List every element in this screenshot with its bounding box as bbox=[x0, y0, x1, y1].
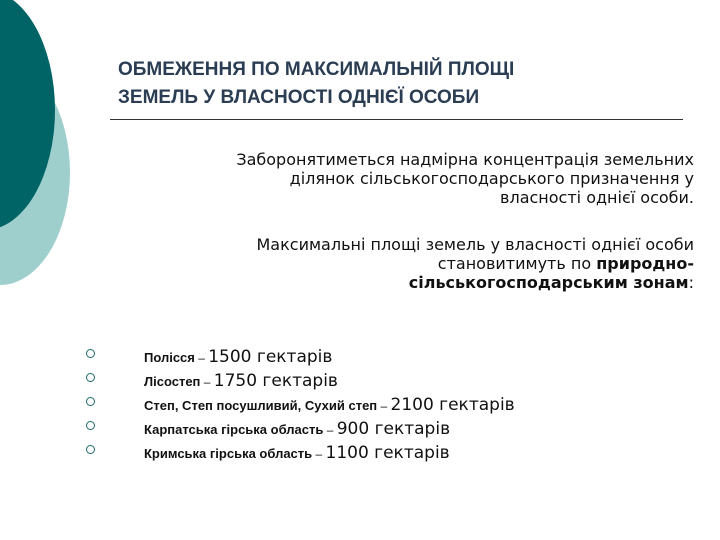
zone-line bbox=[144, 347, 332, 367]
zone-line bbox=[144, 419, 450, 439]
circle-bullet-icon bbox=[86, 421, 95, 430]
paragraph-2-line-3 bbox=[134, 273, 694, 292]
zone-line bbox=[144, 395, 515, 415]
zone-value: 1100 гектарів bbox=[325, 443, 450, 463]
zone-name: Степ, Степ посушливий, Сухий степ bbox=[144, 398, 378, 413]
paragraph-max-area bbox=[134, 235, 694, 292]
paragraph-1-line-3: власності однієї особи. bbox=[500, 188, 694, 207]
zone-name: Лісостеп bbox=[144, 374, 201, 389]
paragraph-concentration bbox=[124, 150, 694, 207]
zone-dash: – bbox=[194, 351, 209, 365]
zone-name: Полісся bbox=[144, 350, 195, 365]
title-line-2: ЗЕМЕЛЬ У ВЛАСНОСТІ ОДНІЄЇ ОСОБИ bbox=[118, 87, 480, 108]
paragraph-1-line-2: ділянок сільськогосподарського призначення у bbox=[289, 169, 694, 188]
zone-value: 1750 гектарів bbox=[213, 371, 338, 391]
paragraph-1-line-1: Заборонятиметься надмірна концентрація земельних bbox=[236, 150, 694, 169]
paragraph-2-line-2-prefix: становитимуть по bbox=[437, 254, 597, 273]
paragraph-2-line-3-bold: сільськогосподарським зонам bbox=[408, 273, 689, 292]
zone-name: Карпатська гірська область bbox=[144, 422, 324, 437]
paragraph-2-line-2-bold: природно- bbox=[596, 254, 694, 273]
zone-value: 900 гектарів bbox=[336, 419, 451, 439]
slide-title bbox=[118, 56, 698, 112]
zone-dash: – bbox=[377, 399, 391, 413]
zone-value: 2100 гектарів bbox=[390, 395, 515, 415]
title-divider bbox=[110, 119, 683, 120]
paragraph-2-line-2 bbox=[134, 254, 694, 273]
circle-bullet-icon bbox=[86, 373, 95, 382]
circle-bullet-icon bbox=[86, 349, 95, 358]
paragraph-2-line-3-suffix: : bbox=[688, 273, 694, 292]
zone-value: 1500 гектарів bbox=[208, 347, 333, 367]
zone-dash: – bbox=[323, 423, 337, 437]
circle-bullet-icon bbox=[86, 397, 95, 406]
paragraph-2-line-1: Максимальні площі земель у власності однієї особи bbox=[256, 235, 694, 254]
zone-name: Кримська гірська область bbox=[144, 446, 313, 461]
zone-dash: – bbox=[200, 375, 214, 389]
title-line-1: ОБМЕЖЕННЯ ПО МАКСИМАЛЬНІЙ ПЛОЩІ bbox=[118, 59, 515, 80]
zone-line bbox=[144, 371, 338, 391]
zone-line bbox=[144, 443, 450, 463]
circle-bullet-icon bbox=[86, 445, 95, 454]
zone-dash: – bbox=[312, 447, 326, 461]
